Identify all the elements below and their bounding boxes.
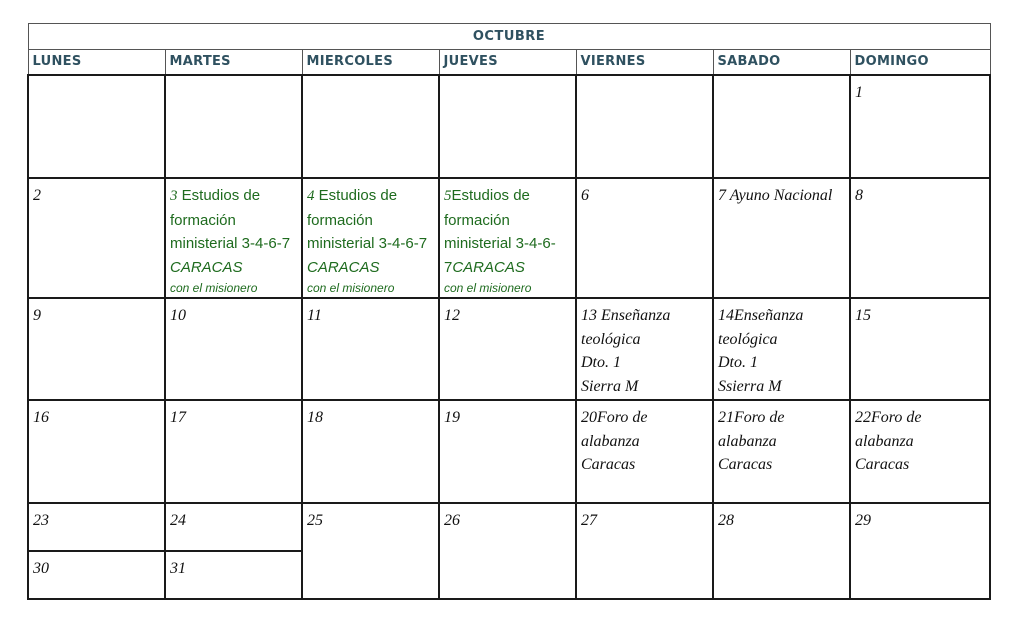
event-subtext: con el misionero	[444, 281, 532, 295]
event-line: teológica	[718, 330, 778, 348]
day-cell-13	[576, 298, 713, 400]
day-header-sunday: DOMINGO	[850, 50, 990, 76]
day-cell-5	[439, 178, 576, 298]
event-line: Dto. 1	[718, 354, 758, 371]
event-subtext: con el misionero	[170, 281, 258, 295]
day-cell-25: 25	[302, 503, 439, 599]
event-line: alabanza	[581, 432, 640, 450]
day-cell-6: 6	[576, 178, 713, 298]
event-estudios	[170, 187, 290, 276]
event-line: alabanza	[855, 432, 914, 450]
event-line: 13 Enseñanza	[581, 307, 671, 324]
event-place: CARACAS	[452, 258, 525, 276]
month-title: OCTUBRE	[28, 24, 990, 50]
day-cell-7: 7 Ayuno Nacional	[713, 178, 850, 298]
day-cell-11: 11	[302, 298, 439, 400]
day-cell-26: 26	[439, 503, 576, 599]
day-cell-31: 31	[165, 551, 302, 599]
day-cell-19: 19	[439, 400, 576, 503]
day-cell-29: 29	[850, 503, 990, 599]
day-header-saturday: SABADO	[713, 50, 850, 76]
day-cell-9: 9	[28, 298, 165, 400]
event-text: Estudios de formación ministerial 3-4-6-7	[444, 187, 556, 276]
day-header-wednesday: MIERCOLES	[302, 50, 439, 76]
event-estudios	[444, 187, 556, 276]
day-cell-16: 16	[28, 400, 165, 503]
day-header-tuesday: MARTES	[165, 50, 302, 76]
day-cell-4	[302, 178, 439, 298]
calendar-grid	[27, 23, 991, 600]
day-cell-empty	[576, 75, 713, 178]
day-cell-1: 1	[850, 75, 990, 178]
day-cell-15: 15	[850, 298, 990, 400]
day-cell-17: 17	[165, 400, 302, 503]
event-line: 14Enseñanza	[718, 307, 804, 324]
event-line: Caracas	[581, 456, 636, 473]
event-line: teológica	[581, 330, 641, 348]
event-place: CARACAS	[307, 258, 380, 276]
event-line: Caracas	[718, 456, 773, 473]
event-place: CARACAS	[170, 258, 243, 276]
day-cell-21	[713, 400, 850, 503]
event-line: 22Foro de	[855, 409, 922, 426]
day-cell-empty	[302, 75, 439, 178]
day-cell-30: 30	[28, 551, 165, 599]
day-header-friday: VIERNES	[576, 50, 713, 76]
day-cell-24: 24	[165, 503, 302, 551]
event-line: Dto. 1	[581, 354, 621, 371]
event-line: 20Foro de	[581, 409, 648, 426]
event-subtext: con el misionero	[307, 281, 395, 295]
day-cell-27: 27	[576, 503, 713, 599]
day-cell-14	[713, 298, 850, 400]
event-text: Estudios de formación ministerial 3-4-6-7	[170, 187, 291, 252]
event-estudios	[307, 187, 427, 276]
day-header-thursday: JUEVES	[439, 50, 576, 76]
day-cell-8: 8	[850, 178, 990, 298]
day-cell-20	[576, 400, 713, 503]
event-line: 21Foro de	[718, 409, 785, 426]
day-cell-empty	[165, 75, 302, 178]
day-cell-10: 10	[165, 298, 302, 400]
day-cell-12: 12	[439, 298, 576, 400]
event-line: Caracas	[855, 456, 910, 473]
day-cell-3	[165, 178, 302, 298]
day-cell-23: 23	[28, 503, 165, 551]
day-header-monday: LUNES	[28, 50, 165, 76]
event-line: alabanza	[718, 432, 777, 450]
event-line: Ssierra M	[718, 377, 782, 395]
day-number: 4	[307, 188, 315, 204]
day-cell-empty	[28, 75, 165, 178]
day-cell-2: 2	[28, 178, 165, 298]
day-number: 5	[444, 188, 452, 204]
day-cell-empty	[439, 75, 576, 178]
event-line: Sierra M	[581, 377, 639, 395]
event-text: Estudios de formación ministerial 3-4-6-7	[307, 187, 428, 252]
day-cell-18: 18	[302, 400, 439, 503]
day-cell-empty	[713, 75, 850, 178]
day-number: 3	[170, 188, 178, 204]
day-cell-28: 28	[713, 503, 850, 599]
day-cell-22	[850, 400, 990, 503]
